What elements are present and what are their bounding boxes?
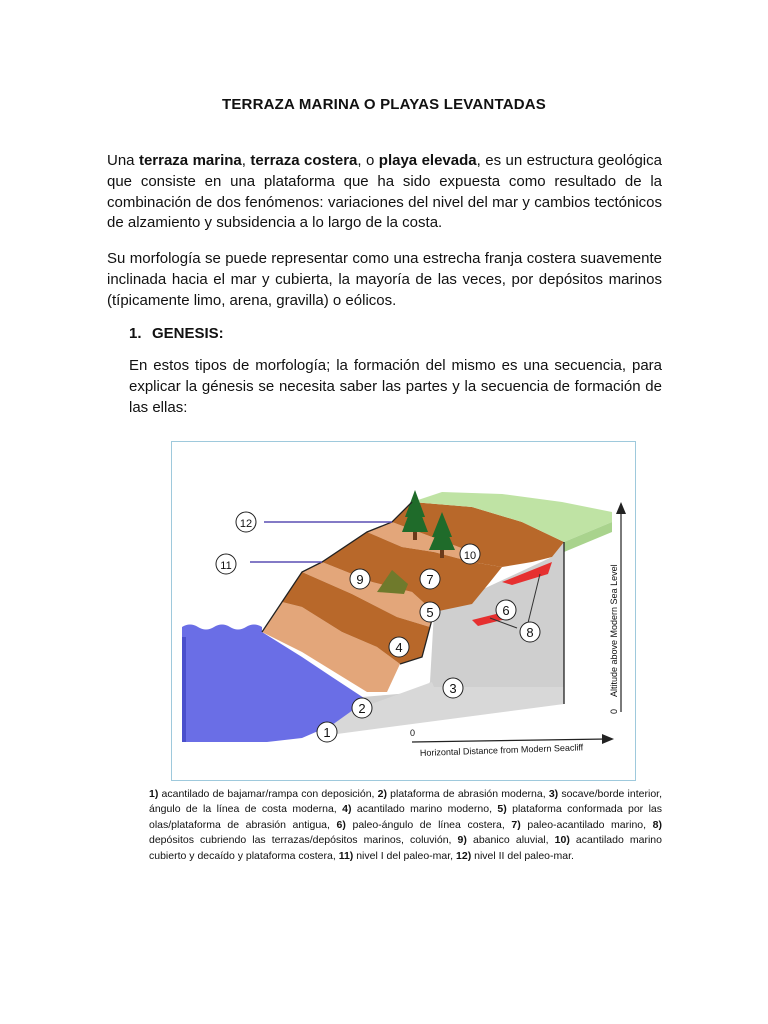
text-run: paleo-ángulo de línea costera, bbox=[345, 818, 512, 831]
svg-text:12: 12 bbox=[239, 518, 253, 530]
svg-text:11: 11 bbox=[220, 560, 232, 572]
text-run: , bbox=[241, 152, 251, 169]
svg-text:6: 6 bbox=[502, 603, 510, 618]
bold-text-run: 8) bbox=[652, 818, 662, 831]
marker-9 bbox=[350, 569, 370, 589]
bold-text-run: terraza marina bbox=[138, 152, 242, 169]
y-axis-label: Altitude above Modern Sea Level bbox=[609, 564, 619, 697]
x-axis-label: Horizontal Distance from Modern Seacliff bbox=[419, 742, 584, 758]
marker-7 bbox=[420, 569, 440, 589]
svg-text:2: 2 bbox=[358, 701, 366, 716]
marker-8 bbox=[520, 622, 540, 642]
bold-text-run: playa elevada bbox=[378, 152, 477, 169]
paragraph-morphology: Su morfología se puede representar como una estrecha franja costera suavemente inclinada hacia el mar y cubierta, la mayoría de las veces, por depósitos marinos (típicamente limo, arena, gravilla) o eólicos. bbox=[107, 250, 662, 309]
text-run: depósitos cubriendo las terrazas/depósitos marinos, coluvión, bbox=[149, 834, 458, 847]
text-run: acantilado de bajamar/rampa con deposición, bbox=[158, 788, 378, 800]
y-axis-arrow-icon bbox=[616, 502, 626, 514]
text-run: plataforma conformada por las olas/plataforma de abrasión antigua, bbox=[149, 803, 662, 831]
document-title: TERRAZA MARINA O PLAYAS LEVANTADAS bbox=[221, 96, 547, 113]
bold-text-run: 11) bbox=[338, 849, 354, 862]
svg-text:9: 9 bbox=[356, 572, 364, 587]
svg-text:5: 5 bbox=[426, 605, 434, 620]
marker-1 bbox=[317, 722, 337, 742]
bold-text-run: 9) bbox=[457, 834, 467, 847]
section-heading-genesis bbox=[129, 325, 224, 342]
marker-6 bbox=[496, 600, 516, 620]
section-title: GENESIS: bbox=[152, 325, 224, 342]
text-run: nivel II del paleo-mar. bbox=[471, 849, 574, 862]
bold-text-run: 2) bbox=[377, 788, 387, 800]
marker-5 bbox=[420, 602, 440, 622]
text-run: socave/borde interior, ángulo de la línea de costa moderna, bbox=[149, 788, 662, 816]
text-run: Una bbox=[107, 152, 139, 169]
marker-10 bbox=[460, 544, 480, 564]
text-run: acantilado marino moderno, bbox=[351, 803, 498, 816]
svg-text:4: 4 bbox=[395, 640, 403, 655]
svg-text:10: 10 bbox=[463, 550, 477, 562]
text-run: abanico aluvial, bbox=[466, 834, 555, 847]
y-axis-zero-label: 0 bbox=[609, 708, 619, 714]
bold-text-run: 5) bbox=[497, 803, 507, 816]
svg-text:8: 8 bbox=[526, 625, 534, 640]
bold-text-run: 3) bbox=[548, 788, 559, 800]
svg-text:7: 7 bbox=[426, 572, 434, 587]
x-axis-zero-label: 0 bbox=[410, 728, 416, 738]
marker-11 bbox=[216, 554, 236, 574]
x-axis-arrow-icon bbox=[602, 734, 614, 744]
marker-4 bbox=[389, 637, 409, 657]
svg-text:3: 3 bbox=[449, 681, 457, 696]
paragraph-definition bbox=[107, 151, 662, 234]
bold-text-run: 12) bbox=[456, 849, 472, 862]
paragraph-genesis: En estos tipos de morfología; la formación del mismo es una secuencia, para explicar la génesis se necesita saber las partes y la secuencia de formación de las ellas: bbox=[129, 357, 662, 416]
bold-text-run: terraza costera bbox=[250, 152, 358, 169]
bold-text-run: 10) bbox=[554, 834, 570, 847]
svg-text:1: 1 bbox=[323, 725, 331, 740]
section-number: 1. bbox=[129, 325, 142, 342]
text-run: nivel I del paleo-mar, bbox=[353, 849, 457, 862]
marker-3 bbox=[443, 678, 463, 698]
text-run: paleo-acantilado marino, bbox=[520, 818, 653, 831]
marker-2 bbox=[352, 698, 372, 718]
text-run: , o bbox=[357, 152, 379, 169]
bold-text-run: 1) bbox=[149, 788, 159, 800]
marine-terrace-diagram bbox=[171, 441, 636, 781]
text-run: , es un estructura geológica que consiste en una plataforma que ha sido expuesta como resultado de la combinación de dos fenómenos: variaciones del nivel del mar y cambios tectónicos de alzamiento y subsidencia a lo largo de la costa. bbox=[107, 152, 662, 232]
bold-text-run: 4) bbox=[342, 803, 352, 816]
bold-text-run: 6) bbox=[336, 818, 346, 831]
text-run: plataforma de abrasión moderna, bbox=[386, 788, 549, 800]
terrace-diagram-svg bbox=[172, 442, 634, 779]
figure-caption bbox=[149, 787, 662, 864]
marker-12 bbox=[236, 512, 256, 532]
sea-front bbox=[182, 637, 186, 742]
bold-text-run: 7) bbox=[511, 818, 521, 831]
text-run: acantilado marino cubierto y decaído y plataforma costera, bbox=[149, 834, 662, 862]
